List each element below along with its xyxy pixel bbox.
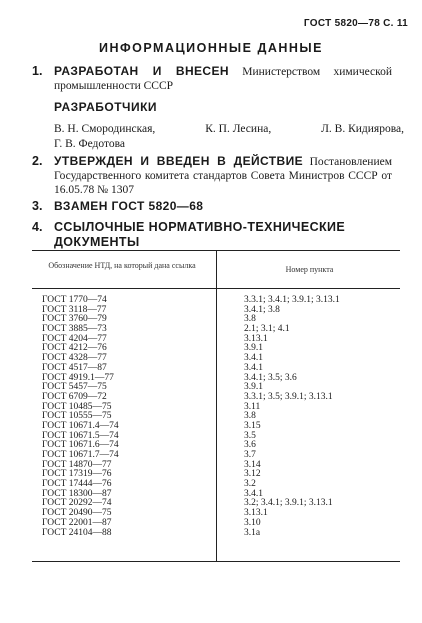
developer-name: Г. В. Федотова xyxy=(54,138,126,150)
table-cell-clause: 3.15 xyxy=(244,420,261,431)
table-cell-clause: 3.9.1 xyxy=(244,343,263,354)
document-column xyxy=(42,296,119,538)
table-cell-document: ГОСТ 20490—75 xyxy=(42,508,112,519)
table-cell-clause: 3.5 xyxy=(244,430,256,441)
item-number: 4. xyxy=(32,220,43,234)
table-cell-document: ГОСТ 3885—73 xyxy=(42,324,107,335)
table-cell-document: ГОСТ 14870—77 xyxy=(42,459,112,470)
table-cell-document: ГОСТ 10671.4—74 xyxy=(42,420,119,431)
item-number: 2. xyxy=(32,154,43,168)
table-cell-document: ГОСТ 4328—77 xyxy=(42,353,107,364)
table-cell-clause: 3.11 xyxy=(244,401,261,412)
developers-heading: РАЗРАБОТЧИКИ xyxy=(54,100,158,114)
table-cell-clause: 3.4.1; 3.8 xyxy=(244,304,280,315)
table-cell-document: ГОСТ 22001—87 xyxy=(42,517,112,528)
running-head: ГОСТ 5820—78 С. 11 xyxy=(303,18,408,29)
table-cell-document: ГОСТ 10485—75 xyxy=(42,401,112,412)
table-cell-document: ГОСТ 10671.6—74 xyxy=(42,440,119,451)
table-cell-document: ГОСТ 4204—77 xyxy=(42,333,107,344)
table-cell-clause: 3.8 xyxy=(244,314,256,325)
table-cell-document: ГОСТ 17319—76 xyxy=(42,469,112,480)
table-cell-clause: 3.8 xyxy=(244,411,256,422)
item-caps: ССЫЛОЧНЫЕ НОРМАТИВНО-ТЕХНИЧЕСКИЕ ДОКУМЕНТЫ xyxy=(54,220,346,249)
item-caps: РАЗРАБОТАН И ВНЕСЕН xyxy=(54,64,229,78)
table-cell-document: ГОСТ 1770—74 xyxy=(42,295,107,305)
table-cell-clause: 3.3.1; 3.4.1; 3.9.1; 3.13.1 xyxy=(244,295,340,305)
clause-column xyxy=(244,296,340,538)
table-cell-document: ГОСТ 10671.7—74 xyxy=(42,450,119,460)
table-cell-document: ГОСТ 4212—76 xyxy=(42,343,107,354)
references-table xyxy=(32,250,400,562)
table-cell-clause: 3.13.1 xyxy=(244,508,268,519)
table-cell-clause: 3.4.1 xyxy=(244,362,263,373)
table-cell-document: ГОСТ 20292—74 xyxy=(42,498,112,509)
developer-name: К. П. Лесина, xyxy=(205,123,272,135)
item-text: Постановлением Государственного комитета стандартов Совета Министров СССР от 16.05.78 № 1307 xyxy=(54,156,392,196)
table-cell-clause: 3.13.1 xyxy=(244,333,268,344)
table-cell-clause: 3.14 xyxy=(244,459,261,470)
table-cell-clause: 3.4.1; 3.5; 3.6 xyxy=(244,372,297,383)
table-cell-clause: 3.9.1 xyxy=(244,382,263,393)
page-title: ИНФОРМАЦИОННЫЕ ДАННЫЕ xyxy=(98,41,324,55)
table-cell-document: ГОСТ 4919.1—77 xyxy=(42,372,114,383)
table-cell-clause: 3.1а xyxy=(244,527,261,538)
table-cell-document: ГОСТ 4517—87 xyxy=(42,362,107,373)
table-cell-clause: 2.1; 3.1; 4.1 xyxy=(244,324,290,335)
table-cell-document: ГОСТ 10555—75 xyxy=(42,411,112,422)
table-cell-clause: 3.2; 3.4.1; 3.9.1; 3.13.1 xyxy=(244,498,333,509)
table-header-document: Обозначение НТД, на который дана ссылка xyxy=(48,261,196,270)
table-header-clause: Номер пункта xyxy=(285,265,334,274)
item-number: 3. xyxy=(32,199,43,213)
item-3 xyxy=(32,199,392,214)
developers-list xyxy=(54,122,404,152)
table-cell-document: ГОСТ 3118—77 xyxy=(42,304,107,315)
table-cell-document: ГОСТ 17444—76 xyxy=(42,479,112,490)
item-caps: УТВЕРЖДЕН И ВВЕДЕН В ДЕЙСТВИЕ xyxy=(54,154,304,168)
table-cell-clause: 3.10 xyxy=(244,517,261,528)
table-cell-clause: 3.6 xyxy=(244,440,256,451)
table-cell-clause: 3.4.1 xyxy=(244,353,263,364)
item-1 xyxy=(32,64,392,93)
item-text: Министерством химической промышленности СССР xyxy=(54,66,393,92)
table-cell-clause: 3.4.1 xyxy=(244,488,263,499)
table-cell-document: ГОСТ 18300—87 xyxy=(42,488,112,499)
table-cell-document: ГОСТ 6709—72 xyxy=(42,391,107,402)
developer-name: В. Н. Смородинская, xyxy=(54,123,156,135)
item-4 xyxy=(32,220,392,250)
table-cell-document: ГОСТ 5457—75 xyxy=(42,382,107,393)
table-cell-clause: 3.3.1; 3.5; 3.9.1; 3.13.1 xyxy=(244,391,333,402)
table-cell-document: ГОСТ 10671.5—74 xyxy=(42,430,119,441)
table-cell-clause: 3.12 xyxy=(244,469,261,480)
table-cell-clause: 3.7 xyxy=(244,450,256,460)
item-number: 1. xyxy=(32,64,43,78)
table-cell-document: ГОСТ 3760—79 xyxy=(42,314,107,325)
table-cell-document: ГОСТ 24104—88 xyxy=(42,527,112,538)
table-column-divider xyxy=(216,250,217,562)
table-cell-clause: 3.2 xyxy=(244,479,256,490)
item-caps: ВЗАМЕН ГОСТ 5820—68 xyxy=(54,199,204,213)
item-2 xyxy=(32,154,392,197)
developer-name: Л. В. Кидиярова, xyxy=(321,123,404,135)
